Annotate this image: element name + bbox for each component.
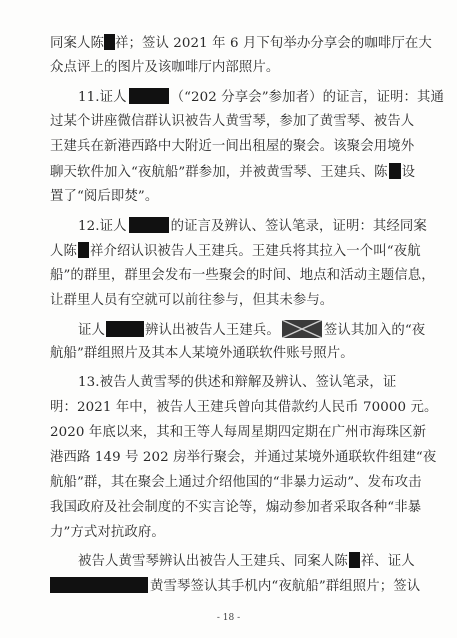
text-line	[50, 577, 420, 596]
text-segment: 被告人黄雪琴辨认出被告人王建兵、同案人陈	[78, 554, 348, 569]
text-segment: 港西路 149 号 202 房举行聚会，并通过某境外通联软件组建“夜	[50, 450, 437, 465]
text-segment: 祥；签认 2021 年 6 月下旬举办分享会的咖啡厅在大	[114, 36, 432, 51]
text-line	[50, 59, 279, 77]
text-segment: 11.证人	[78, 90, 127, 105]
text-segment: 祥、证人	[360, 554, 415, 569]
text-segment: 众点评上的图片及该咖啡厅内部照片。	[50, 60, 280, 75]
text-segment: 过某个讲座微信群认识被告人黄雪琴，参加了黄雪琴、被告人	[50, 114, 415, 129]
text-line	[78, 88, 444, 107]
text-line	[50, 424, 426, 442]
text-line	[50, 449, 436, 467]
text-segment: 航船”群，其在聚会上通过介绍他国的“非暴力运动”、发布攻击	[50, 475, 422, 490]
text-line	[78, 320, 425, 340]
text-segment: 同案人陈	[50, 36, 104, 51]
text-line	[78, 552, 415, 571]
text-line	[50, 267, 435, 285]
text-line	[50, 163, 415, 182]
text-segment: （“202 分享会”参加者）的证言，证明：其通	[170, 90, 445, 105]
text-segment: 的证言及辨认、签认笔录，证明：其经同案	[170, 219, 427, 234]
text-line	[50, 399, 437, 417]
redaction-block	[129, 88, 169, 104]
text-line	[50, 524, 165, 542]
text-line	[78, 374, 396, 392]
redaction-block	[389, 163, 401, 179]
text-segment: 辨认出被告人王建兵。	[144, 323, 280, 338]
text-line	[50, 113, 414, 131]
text-line	[50, 188, 158, 206]
text-segment: 船”的群里，群里会发布一些聚会的时间、地点和活动主题信息，	[50, 268, 435, 283]
text-segment: 2020 年底以来，其和王等人每周星期四定期在广州市海珠区新	[50, 425, 427, 440]
redaction-block	[106, 321, 144, 337]
crossed-redaction-block	[282, 320, 322, 338]
text-segment: 人陈	[50, 244, 77, 259]
text-line	[50, 138, 414, 156]
text-segment: 12.证人	[78, 219, 127, 234]
redaction-block	[129, 217, 169, 233]
text-segment: 签认其加入的“夜	[323, 323, 426, 338]
text-segment: 聊天软件加入“夜航船”群参加，并被黄雪琴、王建兵、陈	[50, 165, 388, 180]
redaction-block	[349, 552, 360, 568]
text-segment: 明：2021 年中，被告人王建兵曾向其借款约人民币 70000 元。	[50, 400, 438, 415]
text-segment: 航船”群组照片及其本人某境外通联软件账号照片。	[50, 346, 354, 361]
text-segment: 13.被告人黄雪琴的供述和辩解及辨认、签认笔录，证	[78, 375, 397, 390]
text-segment: 我国政府及社会制度的不实言论等，煽动参加者采取各种“非暴	[50, 500, 422, 515]
text-line	[50, 242, 421, 261]
text-segment: 黄雪琴签认其手机内“夜航船”群组照片；签认	[150, 579, 421, 594]
text-segment: 证人	[78, 323, 105, 338]
text-segment: 王建兵在新港西路中大附近一间出租屋的聚会。该聚会用境外	[50, 139, 415, 154]
redaction-block	[104, 34, 115, 50]
text-line	[50, 345, 354, 363]
text-segment: 力”方式对抗政府。	[50, 525, 165, 540]
text-segment: 让群里人员有空就可以前往参与，但其未参与。	[50, 293, 334, 308]
text-segment: 设	[401, 165, 416, 180]
redaction-block	[78, 242, 89, 258]
text-line	[50, 499, 421, 517]
page-number: - 18 -	[216, 613, 241, 623]
text-line	[50, 474, 422, 492]
text-line	[50, 292, 333, 310]
text-line	[78, 217, 427, 236]
text-segment: 置了“阅后即焚”。	[50, 189, 159, 204]
redaction-block	[50, 577, 148, 593]
text-segment: 祥介绍认识被告人王建兵。王建兵将其拉入一个叫“夜航	[89, 244, 421, 259]
text-line	[50, 34, 432, 53]
